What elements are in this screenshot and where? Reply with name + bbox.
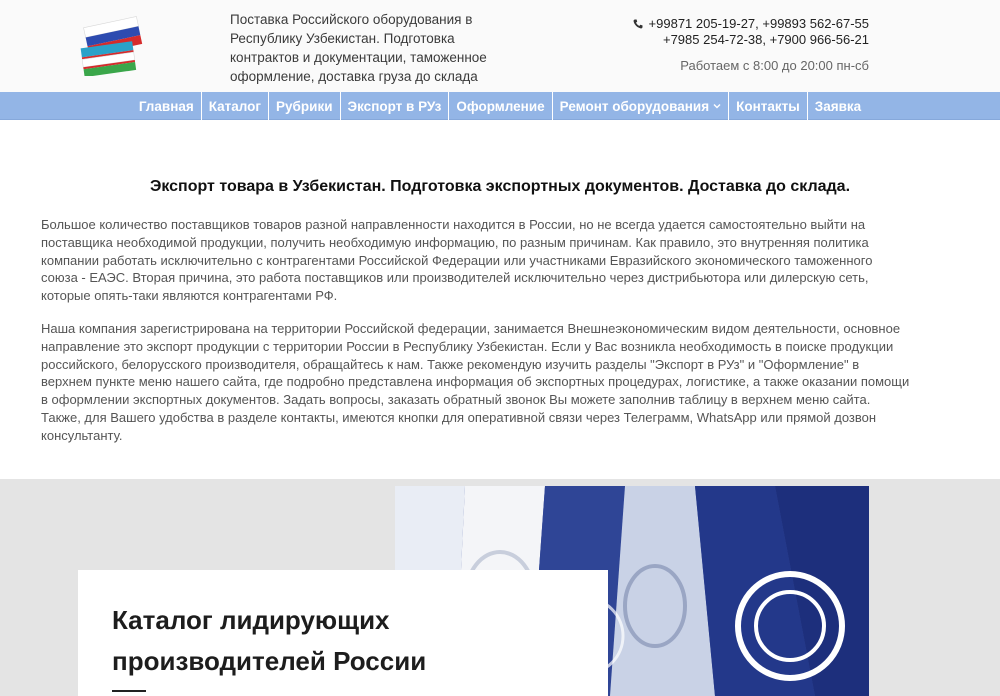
site-header (0, 0, 1000, 92)
chevron-down-icon (713, 102, 721, 110)
main-nav (0, 92, 1000, 120)
flags-logo[interactable] (76, 16, 150, 76)
nav-item-catalog[interactable]: Каталог (201, 92, 268, 120)
nav-item-customs[interactable]: Оформление (448, 92, 551, 120)
site-tagline: Поставка Российского оборудования в Республику Узбекистан. Подготовка контрактов и документации, таможенное оформление, доставка груза до склада (230, 12, 487, 84)
phone-icon (633, 19, 643, 29)
title-underline (112, 690, 146, 692)
phone-row-1[interactable] (609, 16, 869, 32)
page-title: Экспорт товара в Узбекистан. Подготовка экспортных документов. Доставка до склада. (149, 178, 851, 195)
phone-numbers-ru[interactable]: +7985 254-72-38, +7900 966-56-21 (662, 32, 869, 47)
nav-item-request[interactable]: Заявка (807, 92, 868, 120)
phone-numbers-uz: +99871 205-19-27, +99893 562-67-55 (648, 16, 869, 31)
nav-item-repair-label: Ремонт оборудования (559, 98, 710, 114)
catalog-card-title[interactable]: Каталог лидирующих производителей России (112, 605, 427, 676)
nav-item-repair[interactable] (552, 92, 728, 120)
nav-item-home[interactable]: Главная (138, 98, 194, 114)
intro-paragraph: Большое количество поставщиков товаров разной направленности находится в России, но не всегда удается самостоятельно выйти на поставщика необходимой продукции, получить необходимую информацию, по разным причинам. Как правило, это внутренняя политика компании работать исключительно с контрагентами Российской Федерации или участниками Евразийского экономического таможенного союза - ЕАЭС. Вторая причина, это работа поставщиков или производителей исключительно через дистрибьютора или дилерскую сеть, которые опять-таки являются контрагентами РФ. (41, 217, 873, 304)
working-hours: Работаем с 8:00 до 20:00 пн-сб (680, 58, 869, 73)
company-paragraph: Наша компания зарегистрирована на территории Российской федерации, занимается Внешнеэкономическим видом деятельности, основное направление это экспорт продукции с территории России в Республику Узбекистан. Если у Вас возникла необходимость в поиске продукции российского, белорусского производителя, обращайтесь к нам. Также рекомендую изучить разделы "Экспорт в РУз" и "Оформление" в верхнем пункте меню нашего сайта, где подробно представлена информация об экспортных процедурах, логистике, а также оказании помощи в оформлении экспортных документов. Задать вопросы, заказать обратный звонок Вы можете заполнив таблицу в верхнем меню сайта. Также, для Вашего удобства в разделе контакты, имеются кнопки для оперативной связи через Телеграмм, WhatsApp или прямой дозвон консультанту. (41, 321, 910, 443)
nav-item-export[interactable]: Экспорт в РУз (340, 92, 449, 120)
phone-contacts (609, 16, 869, 48)
nav-item-contacts[interactable]: Контакты (728, 92, 807, 120)
nav-item-rubrics[interactable]: Рубрики (268, 92, 339, 120)
